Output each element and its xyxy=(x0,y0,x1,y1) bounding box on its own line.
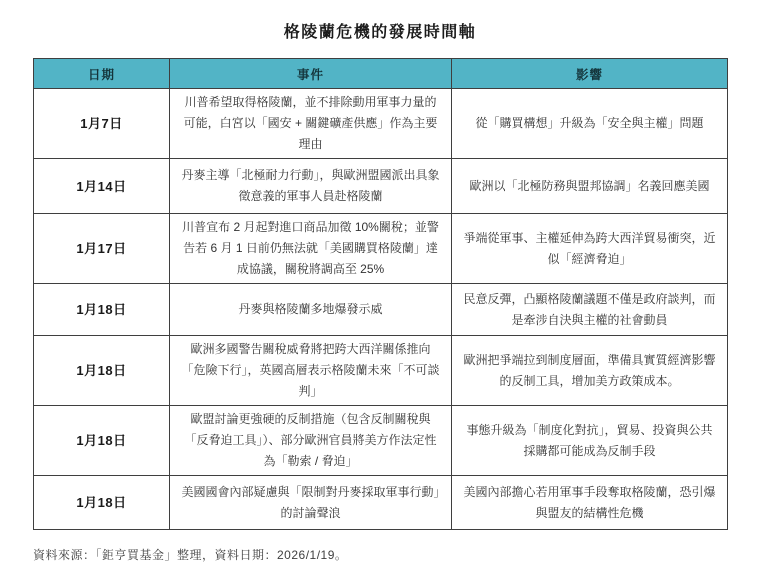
date-cell: 1月18日 xyxy=(34,284,170,336)
table-row xyxy=(34,214,728,284)
event-cell: 丹麥與格陵蘭多地爆發示威 xyxy=(170,284,452,336)
impact-cell: 民意反彈，凸顯格陵蘭議題不僅是政府談判，而是牽涉自決與主權的社會動員 xyxy=(452,284,728,336)
date-cell: 1月14日 xyxy=(34,159,170,214)
event-cell: 歐盟討論更強硬的反制措施（包含反制關稅與「反脅迫工具」）、部分歐洲官員將美方作法定性為「勒索 / 脅迫」 xyxy=(170,406,452,476)
event-cell: 川普希望取得格陵蘭，並不排除動用軍事力量的可能，白宮以「國安 + 關鍵礦產供應」作為主要理由 xyxy=(170,89,452,159)
date-cell: 1月7日 xyxy=(34,89,170,159)
table-row xyxy=(34,89,728,159)
table-row xyxy=(34,406,728,476)
col-header-impact: 影響 xyxy=(452,59,728,89)
impact-cell: 爭端從軍事、主權延伸為跨大西洋貿易衝突，近似「經濟脅迫」 xyxy=(452,214,728,284)
impact-cell: 美國內部擔心若用軍事手段奪取格陵蘭，恐引爆與盟友的結構性危機 xyxy=(452,476,728,530)
date-cell: 1月18日 xyxy=(34,406,170,476)
col-header-event: 事件 xyxy=(170,59,452,89)
header-row xyxy=(34,59,728,89)
table-row xyxy=(34,159,728,214)
source-note: 資料來源：「鉅亨買基金」整理，資料日期：2026/1/19。 xyxy=(33,548,348,562)
page-title: 格陵蘭危機的發展時間軸 xyxy=(283,24,477,41)
event-cell: 歐洲多國警告關稅威脅將把跨大西洋關係推向「危險下行」，英國高層表示格陵蘭未來「不可談判」 xyxy=(170,336,452,406)
impact-cell: 歐洲以「北極防務與盟邦協調」名義回應美國 xyxy=(452,159,728,214)
impact-cell: 從「購買構想」升級為「安全與主權」問題 xyxy=(452,89,728,159)
event-cell: 美國國會內部疑慮與「限制對丹麥採取軍事行動」的討論聲浪 xyxy=(170,476,452,530)
event-cell: 丹麥主導「北極耐力行動」，與歐洲盟國派出具象徵意義的軍事人員赴格陵蘭 xyxy=(170,159,452,214)
table-row xyxy=(34,476,728,530)
date-cell: 1月18日 xyxy=(34,476,170,530)
table-row xyxy=(34,336,728,406)
date-cell: 1月18日 xyxy=(34,336,170,406)
impact-cell: 歐洲把爭端拉到制度層面，準備具實質經濟影響的反制工具，增加美方政策成本。 xyxy=(452,336,728,406)
table-row xyxy=(34,284,728,336)
timeline-table xyxy=(33,58,728,530)
impact-cell: 事態升級為「制度化對抗」，貿易、投資與公共採購都可能成為反制手段 xyxy=(452,406,728,476)
date-cell: 1月17日 xyxy=(34,214,170,284)
event-cell: 川普宣布 2 月起對進口商品加徵 10%關稅；並警告若 6 月 1 日前仍無法就「美國購買格陵蘭」達成協議，關稅將調高至 25% xyxy=(170,214,452,284)
col-header-date: 日期 xyxy=(34,59,170,89)
